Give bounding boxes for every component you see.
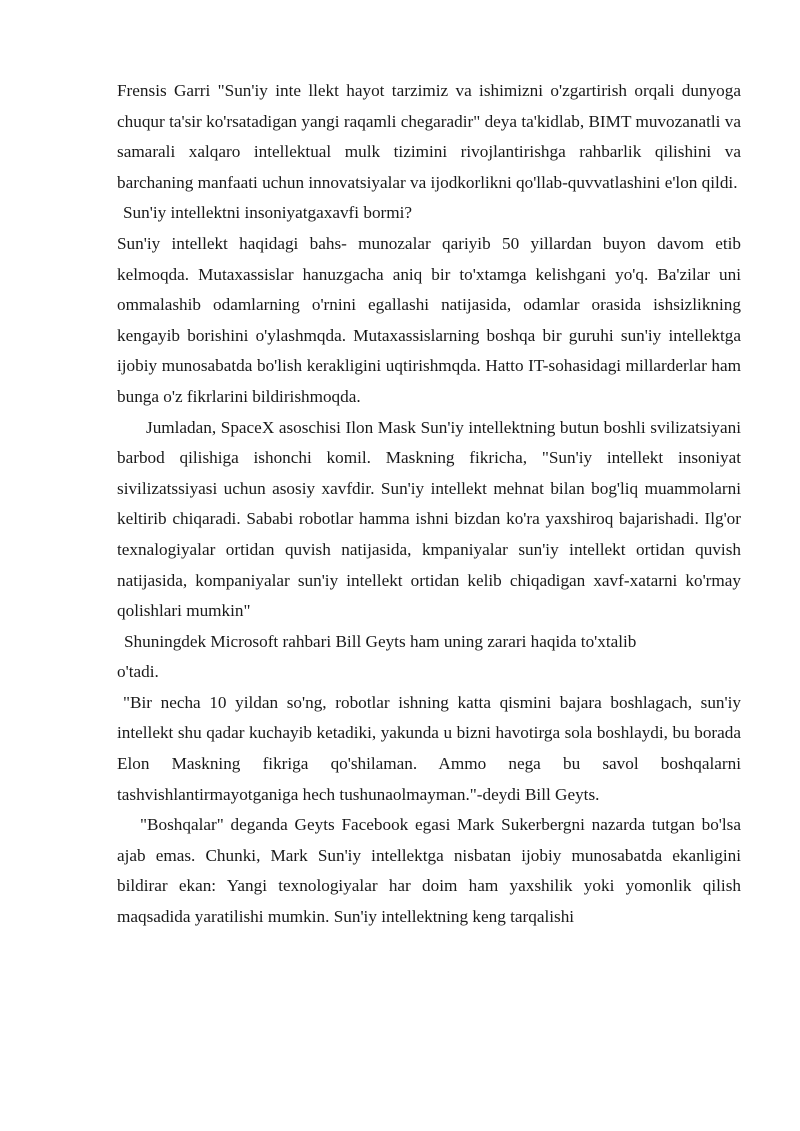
paragraph-bill-gates-intro-end: o'tadi. xyxy=(117,662,159,682)
paragraph-zuckerberg: "Boshqalar" deganda Geyts Facebook egasi Mark Sukerbergni nazarda tutgan bo'lsa ajab emas. Chunki, Mark Sun'iy intellektga nisbatan ijobiy munosabatda ekanligini bildirar ekan: Yangi texnologiyalar har doim ham yaxshilik yoki yomonlik qilish maqsadida yaratilishi mumkin. Sun'iy intellektning keng tarqalishi xyxy=(117,815,741,927)
paragraph-bill-gates-quote: "Bir necha 10 yildan so'ng, robotlar ishning katta qismini bajara boshlagach, sun'iy intellekt shu qadar kuchayib ketadiki, yakunda u bizni havotirga sola boshlaydi, bu borada Elon Maskning fikriga qo'shilaman. Ammo nega bu savol boshqalarni tashvishlantirmayotganiga hech tushunaolmayman."-deydi Bill Geyts. xyxy=(117,692,741,804)
document-page xyxy=(117,76,741,933)
paragraph-frensis-garri: Frensis Garri "Sun'iy inte llekt hayot tarzimiz va ishimizni o'zgartirish orqali dunyoga chuqur ta'sir ko'rsatadigan yangi raqamli chegaradir" deya ta'kidlab, BIMT muvozanatli va samarali xalqaro intellektual mulk tizimini rivojlantirishga rahbarlik qilishini va barchaning manfaati uchun innovatsiyalar va ijodkorlikni qo'llab-quvvatlashini e'lon qildi. xyxy=(117,81,741,192)
section-heading-ai-danger: Sun'iy intellektni insoniyatgaxavfi bormi? xyxy=(123,203,413,223)
paragraph-elon-musk: Jumladan, SpaceX asoschisi Ilon Mask Sun'iy intellektning butun boshli svilizatsiyani barbod qilishiga ishonchi komil. Maskning fikricha, "Sun'iy intellekt insoniyat sivilizatssiyasi uchun asosiy xavfdir. Sun'iy intellekt mehnat bilan bog'liq muammolarni keltirib chiqaradi. Sababi robotlar hamma ishni bizdan ko'ra yaxshiroq bajarishadi. Ilg'or texnalogiyalar ortidan quvish natijasida, kmpaniyalar sun'iy intellekt ortidan quvish natijasida, kompaniyalar sun'iy intellekt ortidan kelib chiqadigan xavf-xatarni ko'rmay qolishlari mumkin" xyxy=(117,417,741,621)
paragraph-bill-gates-intro: Shuningdek Microsoft rahbari Bill Geyts ham uning zarari haqida to'xtalib xyxy=(124,631,637,651)
paragraph-ai-debate: Sun'iy intellekt haqidagi bahs- munozalar qariyib 50 yillardan buyon davom etib kelmoqda. Mutaxassislar hanuzgacha aniq bir to'xtamga kelishgani yo'q. Ba'zilar uni ommalashib odamlarning o'rnini egallashi natijasida, odamlar orasida ishsizlikning kengayib borishini o'ylashmqda. Mutaxassislarning boshqa bir guruhi sun'iy intellektga ijobiy munosabatda bo'lish kerakligini uqtirishmqda. Hatto IT-sohasidagi millarderlar ham bunga o'z fikrlarini bildirishmoqda. xyxy=(117,233,741,406)
